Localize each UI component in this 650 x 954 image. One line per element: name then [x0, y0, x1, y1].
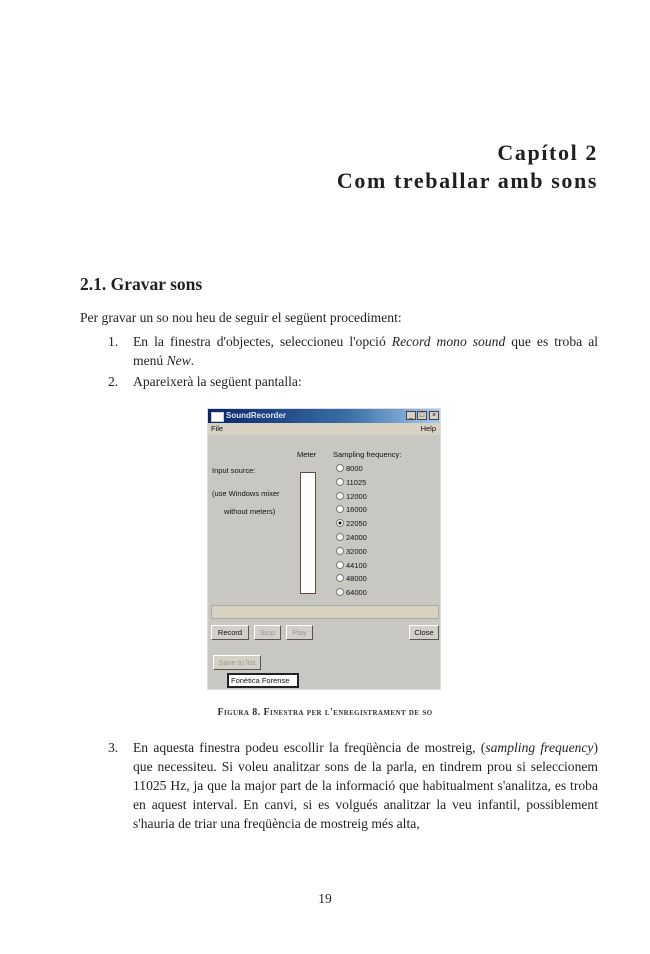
frequency-radio-48000[interactable] [336, 574, 367, 583]
frequency-radio-22050[interactable] [336, 519, 367, 528]
sound-recorder-window [207, 408, 441, 690]
radio-circle[interactable] [336, 547, 344, 555]
radio-label: 32000 [346, 546, 367, 556]
frequency-radio-44100[interactable] [336, 561, 367, 570]
radio-label: 12000 [346, 491, 367, 501]
chapter-title: Com treballar amb sons [336, 168, 598, 193]
radio-label: 16000 [346, 505, 367, 515]
figure-caption: Figura 8. Finestra per l'enregistrament de so [217, 707, 433, 718]
sampling-label: Sampling frequency: [333, 450, 402, 459]
section-heading: 2.1. Gravar sons [80, 274, 203, 294]
level-meter [300, 472, 316, 594]
meter-label: Meter [297, 450, 317, 459]
menu-bar [208, 423, 440, 435]
radio-circle[interactable] [336, 519, 344, 527]
item-text [133, 738, 598, 833]
title-bar[interactable] [208, 409, 440, 423]
page-number: 19 [318, 891, 332, 906]
close-button[interactable]: Close [409, 625, 439, 640]
frequency-radio-11025[interactable] [336, 478, 366, 487]
radio-circle[interactable] [336, 588, 344, 596]
radio-circle[interactable] [336, 505, 344, 513]
item-number: 2. [108, 374, 119, 389]
text: En aquesta finestra podeu escollir la freqüència de mostreig, ( [133, 740, 486, 755]
frequency-radio-8000[interactable] [336, 464, 363, 473]
emphasis: sampling frequency [485, 740, 594, 755]
radio-circle[interactable] [336, 574, 344, 582]
app-icon [211, 412, 224, 422]
item-text [133, 333, 598, 370]
radio-label: 48000 [346, 574, 367, 584]
input-source-label: Input source: [212, 466, 256, 475]
radio-label: 8000 [346, 464, 363, 473]
text: que es troba al menú [133, 334, 598, 368]
intro-paragraph: Per gravar un so nou heu de seguir el següent procediment: [80, 310, 402, 325]
frequency-radio-16000[interactable] [336, 505, 367, 514]
radio-label: 44100 [346, 560, 367, 570]
minimize-icon[interactable]: _ [406, 411, 416, 420]
radio-circle[interactable] [336, 492, 344, 500]
radio-label: 24000 [346, 533, 367, 542]
list-item [80, 333, 598, 370]
radio-label: 11025 [346, 477, 367, 487]
text: . [190, 352, 195, 368]
save-to-list-button[interactable]: Save to list [213, 655, 261, 670]
chapter-number: Capítol 2 [497, 140, 598, 165]
text: En la finestra d'objectes, seleccioneu l'opció [133, 334, 392, 349]
frequency-radio-64000[interactable] [336, 588, 367, 597]
frequency-radio-12000[interactable] [336, 492, 367, 501]
stop-button[interactable]: Stop [254, 625, 281, 640]
record-button[interactable]: Record [211, 625, 249, 640]
emphasis: Record mono sound [391, 334, 506, 349]
window-title: SoundRecorder [226, 411, 287, 420]
list-item [80, 738, 598, 833]
frequency-radio-24000[interactable] [336, 533, 367, 542]
play-button[interactable]: Play [286, 625, 313, 640]
text: ) que necessiteu. Si voleu analitzar sons de la parla, en tindrem prou si seleccionem 11025 Hz, ja que la major part de la informació que habitualment s'analitza, es troba en aquest interval. En canvi, si es volgués analitzar la veu infantil, possiblement s'hauria de triar una freqüència de mostreig més alta, [133, 740, 598, 831]
radio-circle[interactable] [336, 478, 344, 486]
close-icon[interactable]: × [429, 411, 439, 420]
radio-circle[interactable] [336, 561, 344, 569]
item-text: Apareixerà la següent pantalla: [133, 374, 302, 389]
radio-circle[interactable] [336, 533, 344, 541]
frequency-radio-32000[interactable] [336, 547, 367, 556]
mixer-note: (use Windows mixer [212, 489, 280, 498]
menu-help[interactable]: Help [420, 424, 436, 433]
list-item [80, 373, 598, 392]
status-bar [211, 605, 439, 619]
radio-circle[interactable] [336, 464, 344, 472]
mixer-note: without meters) [224, 507, 276, 516]
name-input[interactable]: Fonètica Forense [227, 673, 299, 688]
menu-file[interactable]: File [211, 424, 224, 433]
radio-label: 22050 [346, 519, 367, 529]
emphasis: New [166, 352, 191, 368]
maximize-icon[interactable]: □ [417, 411, 427, 420]
radio-label: 64000 [346, 588, 367, 598]
item-number: 3. [108, 740, 119, 755]
item-number: 1. [108, 334, 119, 349]
